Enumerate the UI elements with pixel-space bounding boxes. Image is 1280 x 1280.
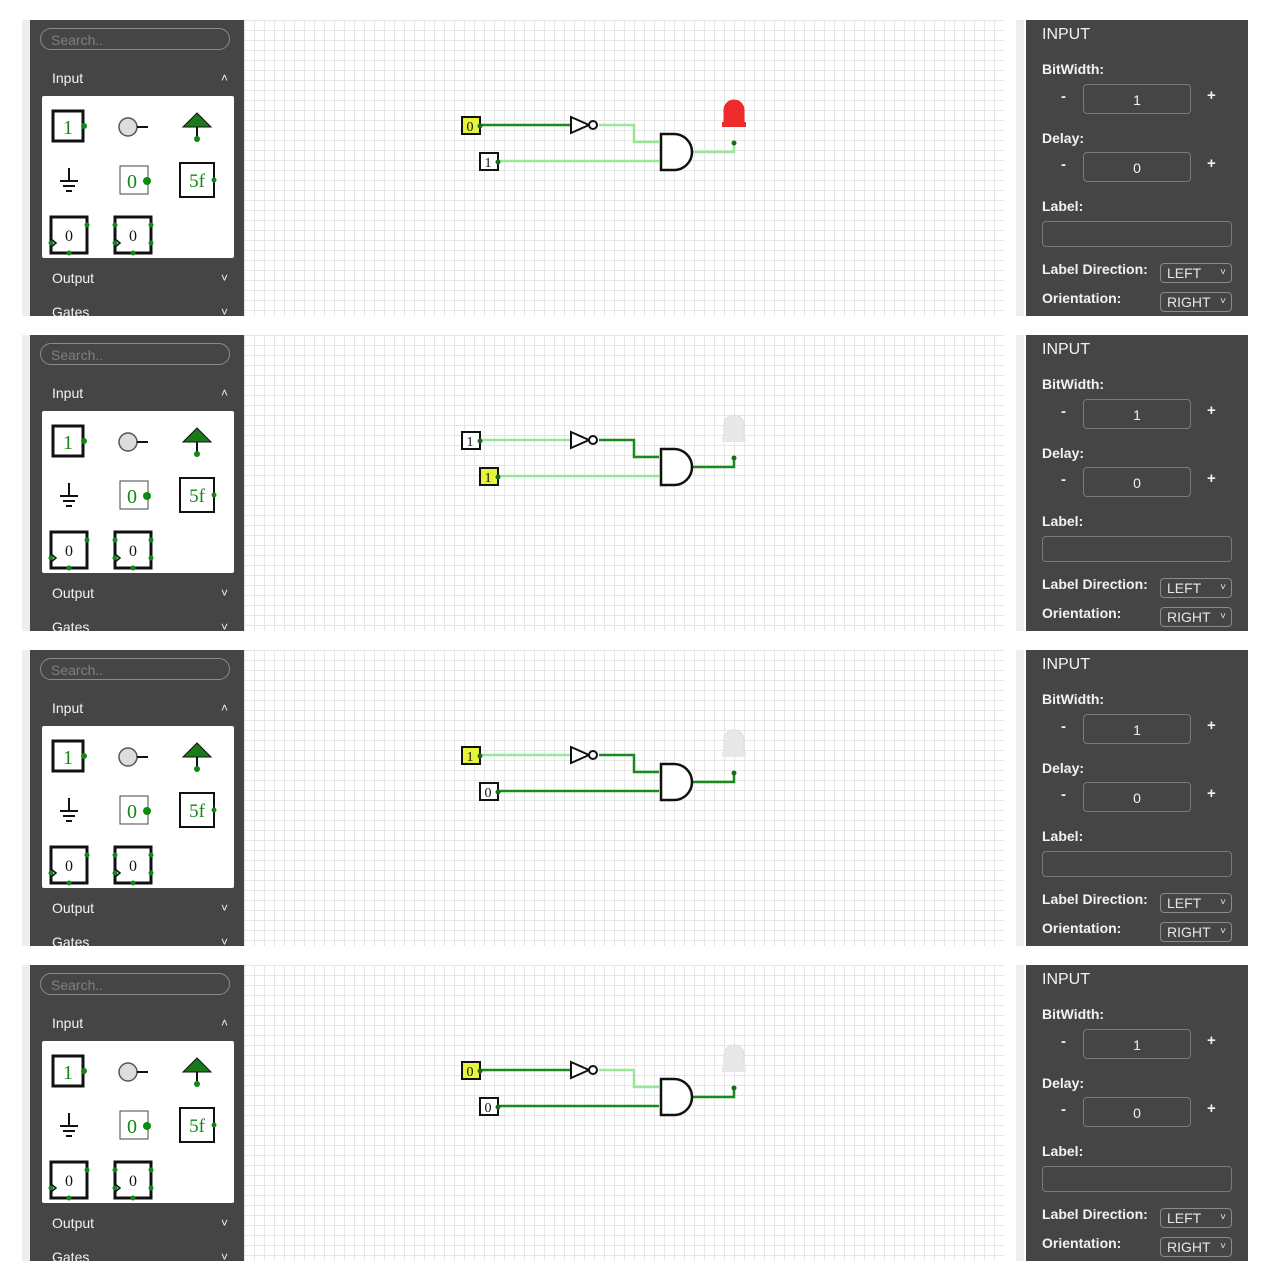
input-palette [42,1041,234,1203]
frame-edge [22,965,30,1261]
label-label: Label: [1042,1143,1084,1159]
chevron-down-icon: ˅ [1220,267,1226,278]
svg-text:0: 0 [129,858,137,875]
element-sidebar [30,20,244,316]
svg-text:0: 0 [484,1101,492,1116]
delay-increment-button[interactable]: + [1207,785,1216,802]
chevron-down-icon: ˅ [1220,1241,1226,1252]
input-a-toggle[interactable] [462,432,483,450]
label-label: Label: [1042,198,1084,214]
svg-text:0: 0 [129,1173,137,1190]
stepper-icon[interactable] [175,1104,219,1148]
output-category-header[interactable] [30,1209,244,1237]
svg-text:0: 0 [127,1116,137,1138]
svg-text:0: 0 [127,801,137,823]
frame-edge [1016,965,1024,1261]
label-direction-label: Label Direction: [1042,1206,1148,1222]
button-icon[interactable] [111,735,155,779]
ground-icon[interactable] [47,474,91,518]
search-input[interactable]: Search.. [40,973,230,995]
stepper-icon[interactable] [175,159,219,203]
power-icon[interactable] [175,420,219,464]
stepper-icon[interactable] [175,789,219,833]
svg-text:1: 1 [63,117,73,139]
ground-icon[interactable] [47,789,91,833]
input-category-label: Input [52,70,84,86]
frame-edge [22,650,30,946]
search-input[interactable]: Search.. [40,343,230,365]
label-direction-select[interactable] [1160,263,1232,283]
counter-icon[interactable] [111,528,155,572]
gates-category-label: Gates [52,1249,90,1261]
circuit-drawing [244,650,1004,946]
input-category-label: Input [52,700,84,716]
element-sidebar [30,965,244,1261]
chevron-down-icon: ˅ [220,305,228,316]
bitwidth-label: BitWidth: [1042,61,1105,77]
power-icon[interactable] [175,735,219,779]
simulator-frame [22,20,1258,316]
label-direction-value: LEFT [1167,580,1202,596]
frame-edge [1016,20,1024,316]
orientation-value: RIGHT [1167,1239,1211,1255]
chevron-down-icon: ˅ [1220,1212,1226,1223]
gates-category-label: Gates [52,619,90,631]
not-output-wire[interactable] [599,755,659,772]
output-category-label: Output [52,270,95,286]
chevron-down-icon: ˅ [220,620,228,631]
delay-label: Delay: [1042,760,1085,776]
input-category-header[interactable] [30,1009,244,1037]
svg-text:1: 1 [466,435,474,450]
delay-increment-button[interactable]: + [1207,155,1216,172]
svg-text:5f: 5f [189,486,205,507]
stepper-icon[interactable] [175,474,219,518]
not-gate[interactable] [571,432,597,448]
output-category-header[interactable] [30,264,244,292]
svg-text:0: 0 [129,543,137,560]
properties-panel [1026,650,1248,946]
svg-text:1: 1 [63,747,73,769]
not-output-wire[interactable] [599,125,659,142]
bitwidth-label: BitWidth: [1042,376,1105,392]
constant-value-icon[interactable] [111,159,155,203]
label-direction-label: Label Direction: [1042,261,1148,277]
svg-text:5f: 5f [189,171,205,192]
circuit-drawing [244,335,1004,631]
delay-field[interactable]: 0 [1083,152,1191,182]
random-icon[interactable] [47,1158,91,1202]
led-output [722,1045,746,1091]
output-category-label: Output [52,900,95,916]
orientation-value: RIGHT [1167,294,1211,310]
properties-title: INPUT [1042,656,1090,673]
random-icon[interactable] [47,213,91,257]
frame-edge [1016,335,1024,631]
frame-edge [1016,650,1024,946]
orientation-select[interactable] [1160,922,1232,942]
delay-field[interactable]: 0 [1083,467,1191,497]
bitwidth-field[interactable]: 1 [1083,84,1191,114]
chevron-down-icon: ˅ [1220,582,1226,593]
led-output [722,730,746,776]
delay-field[interactable]: 0 [1083,1097,1191,1127]
button-icon[interactable] [111,420,155,464]
delay-decrement-button[interactable]: - [1061,156,1066,173]
input-a-toggle[interactable] [462,747,483,765]
button-icon[interactable] [111,105,155,149]
orientation-select[interactable] [1160,1237,1232,1257]
svg-text:0: 0 [466,120,474,135]
orientation-select[interactable] [1160,292,1232,312]
circuit-drawing [244,20,1004,316]
counter-icon[interactable] [111,213,155,257]
label-direction-select[interactable] [1160,1208,1232,1228]
properties-panel [1026,965,1248,1261]
svg-text:1: 1 [484,471,492,486]
led-output [722,415,746,461]
bitwidth-field[interactable]: 1 [1083,714,1191,744]
gates-category-label: Gates [52,304,90,316]
not-gate[interactable] [571,1062,597,1078]
gates-category-header[interactable] [30,928,244,946]
not-gate[interactable] [571,747,597,763]
circuit-canvas[interactable] [244,335,1004,631]
properties-title: INPUT [1042,971,1090,988]
svg-text:1: 1 [63,1062,73,1084]
label-field[interactable] [1042,221,1232,247]
label-direction-select[interactable] [1160,893,1232,913]
chevron-down-icon: ˅ [220,1216,228,1230]
svg-text:0: 0 [65,858,73,875]
chevron-up-icon: ˄ [220,701,228,715]
counter-icon[interactable] [111,1158,155,1202]
constant-value-icon[interactable] [111,1104,155,1148]
gates-category-label: Gates [52,934,90,946]
input-bit-icon[interactable] [47,735,91,779]
delay-increment-button[interactable]: + [1207,470,1216,487]
svg-text:0: 0 [65,543,73,560]
bitwidth-field[interactable]: 1 [1083,1029,1191,1059]
element-sidebar [30,335,244,631]
circuit-canvas[interactable] [244,650,1004,946]
and-output-wire[interactable] [689,772,734,782]
not-gate[interactable] [571,117,597,133]
and-gate[interactable] [661,449,692,485]
circuit-canvas[interactable] [244,965,1004,1261]
not-output-wire[interactable] [599,440,659,457]
label-direction-select[interactable] [1160,578,1232,598]
svg-text:0: 0 [466,1065,474,1080]
input-bit-icon[interactable] [47,420,91,464]
properties-title: INPUT [1042,341,1090,358]
output-category-header[interactable] [30,894,244,922]
chevron-up-icon: ˄ [220,71,228,85]
bitwidth-decrement-button[interactable]: - [1061,718,1066,735]
input-a-toggle[interactable] [462,117,483,135]
svg-text:5f: 5f [189,801,205,822]
label-field[interactable] [1042,1166,1232,1192]
constant-value-icon[interactable] [111,474,155,518]
element-sidebar [30,650,244,946]
input-palette [42,96,234,258]
svg-text:5f: 5f [189,1116,205,1137]
chevron-down-icon: ˅ [1220,897,1226,908]
svg-text:0: 0 [484,786,492,801]
chevron-down-icon: ˅ [1220,611,1226,622]
ground-icon[interactable] [47,1104,91,1148]
bitwidth-label: BitWidth: [1042,691,1105,707]
output-category-header[interactable] [30,579,244,607]
and-gate[interactable] [661,134,692,170]
input-category-label: Input [52,385,84,401]
and-output-wire[interactable] [689,1087,734,1097]
power-icon[interactable] [175,105,219,149]
and-output-wire[interactable] [689,142,734,152]
input-palette [42,411,234,573]
chevron-up-icon: ˄ [220,1016,228,1030]
bitwidth-increment-button[interactable]: + [1207,402,1216,419]
ground-icon[interactable] [47,159,91,203]
and-gate[interactable] [661,764,692,800]
input-palette [42,726,234,888]
label-direction-value: LEFT [1167,895,1202,911]
counter-icon[interactable] [111,843,155,887]
delay-label: Delay: [1042,130,1085,146]
label-field[interactable] [1042,851,1232,877]
delay-decrement-button[interactable]: - [1061,1101,1066,1118]
random-icon[interactable] [47,528,91,572]
input-b-toggle[interactable] [480,468,501,486]
label-direction-value: LEFT [1167,265,1202,281]
chevron-down-icon: ˅ [1220,296,1226,307]
orientation-label: Orientation: [1042,920,1122,936]
circuit-drawing [244,965,1004,1261]
input-a-toggle[interactable] [462,1062,483,1080]
and-output-wire[interactable] [689,457,734,467]
input-category-header[interactable] [30,64,244,92]
orientation-label: Orientation: [1042,605,1122,621]
label-direction-label: Label Direction: [1042,576,1148,592]
input-b-toggle[interactable] [480,153,501,171]
input-category-header[interactable] [30,379,244,407]
orientation-label: Orientation: [1042,1235,1122,1251]
properties-panel [1026,335,1248,631]
gates-category-header[interactable] [30,1243,244,1261]
chevron-up-icon: ˄ [220,386,228,400]
simulator-frame [22,965,1258,1261]
led-output [722,100,746,146]
svg-text:1: 1 [63,432,73,454]
properties-title: INPUT [1042,26,1090,43]
svg-text:0: 0 [127,486,137,508]
circuit-canvas[interactable] [244,20,1004,316]
output-category-label: Output [52,1215,95,1231]
bitwidth-label: BitWidth: [1042,1006,1105,1022]
svg-text:0: 0 [65,1173,73,1190]
power-icon[interactable] [175,1050,219,1094]
orientation-value: RIGHT [1167,924,1211,940]
delay-decrement-button[interactable]: - [1061,786,1066,803]
simulator-frame [22,650,1258,946]
label-field[interactable] [1042,536,1232,562]
bitwidth-increment-button[interactable]: + [1207,87,1216,104]
svg-text:1: 1 [466,750,474,765]
bitwidth-increment-button[interactable]: + [1207,717,1216,734]
search-input[interactable]: Search.. [40,28,230,50]
svg-text:0: 0 [129,228,137,245]
bitwidth-decrement-button[interactable]: - [1061,403,1066,420]
bitwidth-field[interactable]: 1 [1083,399,1191,429]
gates-category-header[interactable] [30,613,244,631]
frame-edge [22,20,30,316]
orientation-value: RIGHT [1167,609,1211,625]
output-category-label: Output [52,585,95,601]
label-label: Label: [1042,513,1084,529]
chevron-down-icon: ˅ [1220,926,1226,937]
random-icon[interactable] [47,843,91,887]
svg-text:0: 0 [65,228,73,245]
input-category-label: Input [52,1015,84,1031]
label-direction-value: LEFT [1167,1210,1202,1226]
svg-text:0: 0 [127,171,137,193]
delay-increment-button[interactable]: + [1207,1100,1216,1117]
button-icon[interactable] [111,1050,155,1094]
search-input[interactable]: Search.. [40,658,230,680]
gates-category-header[interactable] [30,298,244,316]
chevron-down-icon: ˅ [220,271,228,285]
orientation-select[interactable] [1160,607,1232,627]
bitwidth-increment-button[interactable]: + [1207,1032,1216,1049]
label-direction-label: Label Direction: [1042,891,1148,907]
orientation-label: Orientation: [1042,290,1122,306]
input-bit-icon[interactable] [47,105,91,149]
label-label: Label: [1042,828,1084,844]
and-gate[interactable] [661,1079,692,1115]
not-output-wire[interactable] [599,1070,659,1087]
delay-label: Delay: [1042,1075,1085,1091]
delay-decrement-button[interactable]: - [1061,471,1066,488]
delay-field[interactable]: 0 [1083,782,1191,812]
simulator-frame [22,335,1258,631]
constant-value-icon[interactable] [111,789,155,833]
input-b-toggle[interactable] [480,783,501,801]
chevron-down-icon: ˅ [220,1250,228,1261]
input-bit-icon[interactable] [47,1050,91,1094]
bitwidth-decrement-button[interactable]: - [1061,1033,1066,1050]
delay-label: Delay: [1042,445,1085,461]
chevron-down-icon: ˅ [220,586,228,600]
input-b-toggle[interactable] [480,1098,501,1116]
frame-edge [22,335,30,631]
properties-panel [1026,20,1248,316]
bitwidth-decrement-button[interactable]: - [1061,88,1066,105]
chevron-down-icon: ˅ [220,935,228,946]
svg-text:1: 1 [484,156,492,171]
input-category-header[interactable] [30,694,244,722]
chevron-down-icon: ˅ [220,901,228,915]
